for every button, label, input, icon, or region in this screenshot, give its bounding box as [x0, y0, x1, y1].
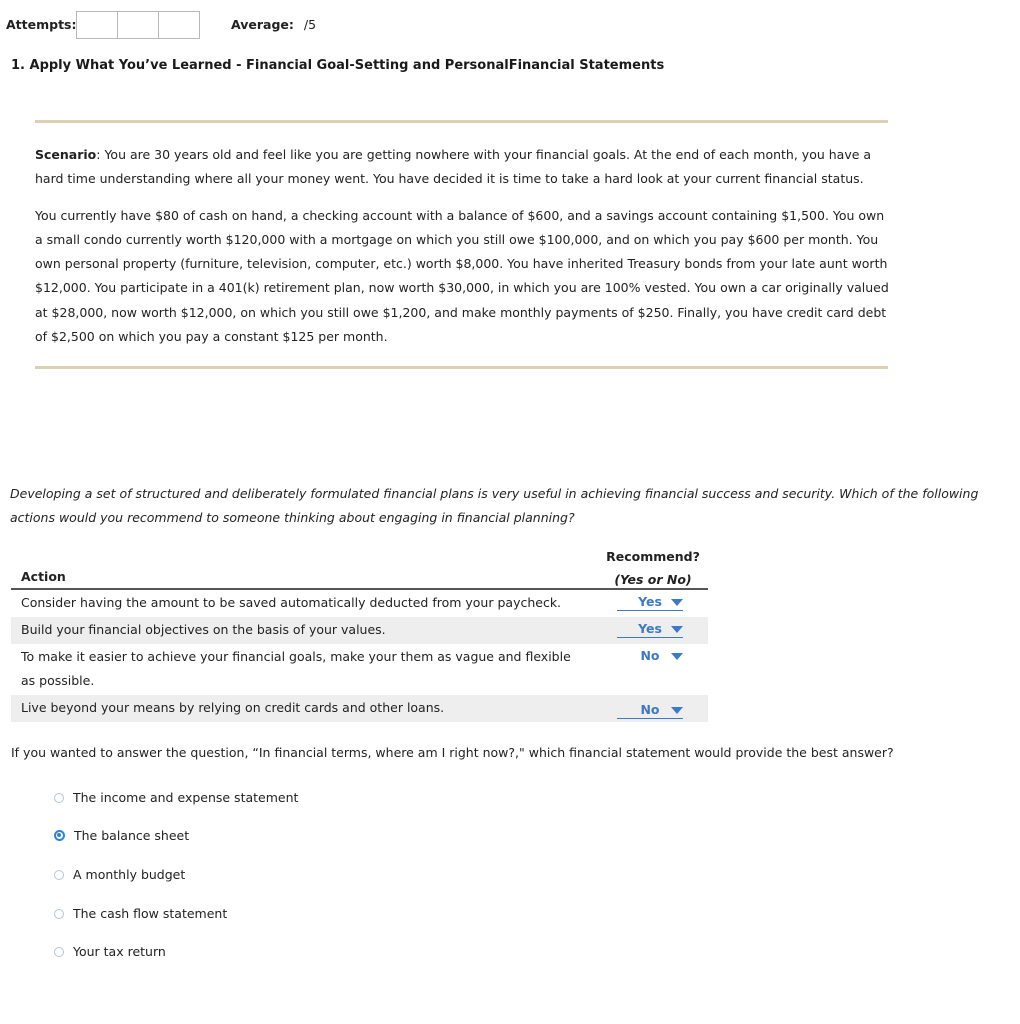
selected-value[interactable]: Yes	[617, 621, 683, 638]
radio-button[interactable]	[54, 793, 64, 803]
scenario-intro: : You are 30 years old and feel like you are getting nowhere with your financial goals. At the end of each month, you have a hard time understanding where all your money went. You have decided it is time to take a hard look at your current financial status.	[35, 147, 872, 187]
selected-value[interactable]: No	[640, 648, 660, 663]
average-label: Average:	[231, 17, 294, 32]
table-row	[11, 644, 708, 695]
attempt-boxes	[76, 11, 199, 39]
selected-value[interactable]: No	[617, 702, 683, 719]
action-text: To make it easier to achieve your financial goals, make your them as vague and flexible as possible.	[21, 649, 571, 688]
radio-button[interactable]	[54, 947, 64, 957]
average-value: /5	[303, 17, 317, 32]
dropdown-arrow-icon[interactable]	[671, 653, 683, 660]
scenario-box	[35, 143, 895, 349]
recommend-title: Recommend?	[606, 549, 700, 564]
radio-option-balance-sheet[interactable]	[54, 828, 189, 843]
radio-option-monthly-budget[interactable]	[54, 867, 185, 882]
scenario-label: Scenario	[35, 147, 97, 162]
attempt-box	[117, 11, 159, 39]
divider-bottom	[35, 366, 888, 369]
table-header	[11, 541, 708, 590]
action-text: Live beyond your means by relying on credit cards and other loans.	[21, 700, 445, 715]
recommend-subtitle: (Yes or No)	[614, 572, 692, 587]
radio-label[interactable]: The balance sheet	[74, 828, 190, 843]
planning-question: Developing a set of structured and deliberately formulated financial plans is very useful in achieving financial success and security. Which of the following actions would you recommend to someone thinking about engaging in financial planning?	[10, 486, 979, 526]
radio-label[interactable]: The income and expense statement	[73, 790, 299, 805]
attempt-box	[76, 11, 118, 39]
dropdown-arrow-icon[interactable]	[671, 599, 683, 606]
average-display	[231, 17, 316, 32]
divider-top	[35, 120, 888, 123]
column-header-recommend	[598, 545, 708, 591]
statement-question: If you wanted to answer the question, “In financial terms, where am I right now?," which financial statement would provide the best answer?	[11, 745, 894, 760]
table-row	[11, 617, 708, 644]
recommend-select[interactable]	[617, 648, 683, 665]
selected-value[interactable]: Yes	[617, 594, 683, 611]
dropdown-arrow-icon[interactable]	[671, 707, 683, 714]
question-title: 1. Apply What You’ve Learned - Financial Goal-Setting and PersonalFinancial Statements	[11, 58, 665, 73]
radio-button-selected[interactable]	[54, 830, 65, 841]
radio-label[interactable]: A monthly budget	[73, 867, 186, 882]
attempt-box	[158, 11, 200, 39]
column-header-action: Action	[21, 569, 66, 584]
radio-option-income-expense[interactable]	[54, 790, 298, 805]
radio-label[interactable]: Your tax return	[73, 944, 166, 959]
recommend-select[interactable]	[617, 621, 683, 638]
table-row	[11, 695, 708, 722]
action-text: Build your financial objectives on the basis of your values.	[21, 622, 386, 637]
radio-label[interactable]: The cash flow statement	[73, 906, 228, 921]
radio-button[interactable]	[54, 870, 64, 880]
dropdown-arrow-icon[interactable]	[671, 626, 683, 633]
recommend-select[interactable]	[617, 702, 683, 719]
attempts-label: Attempts:	[6, 17, 77, 32]
table-row	[11, 590, 708, 617]
recommend-select[interactable]	[617, 594, 683, 611]
radio-button[interactable]	[54, 909, 64, 919]
action-text: Consider having the amount to be saved automatically deducted from your paycheck.	[21, 595, 562, 610]
recommend-table	[11, 541, 708, 722]
radio-option-cash-flow[interactable]	[54, 906, 227, 921]
scenario-details: You currently have $80 of cash on hand, a checking account with a balance of $600, and a savings account containing $1,500. You own a small condo currently worth $120,000 with a mortgage on which you still owe $100,000, and on which you pay $600 per month. You own personal property (furniture, television, computer, etc.) worth $8,000. You have inherited Treasury bonds from your late aunt worth $12,000. You participate in a 401(k) retirement plan, now worth $30,000, in which you are 100% vested. You own a car originally valued at $28,000, now worth $12,000, on which you still owe $1,200, and make monthly payments of $250. Finally, you have credit card debt of $2,500 on which you pay a constant $125 per month.	[35, 207, 889, 345]
radio-option-tax-return[interactable]	[54, 944, 166, 959]
